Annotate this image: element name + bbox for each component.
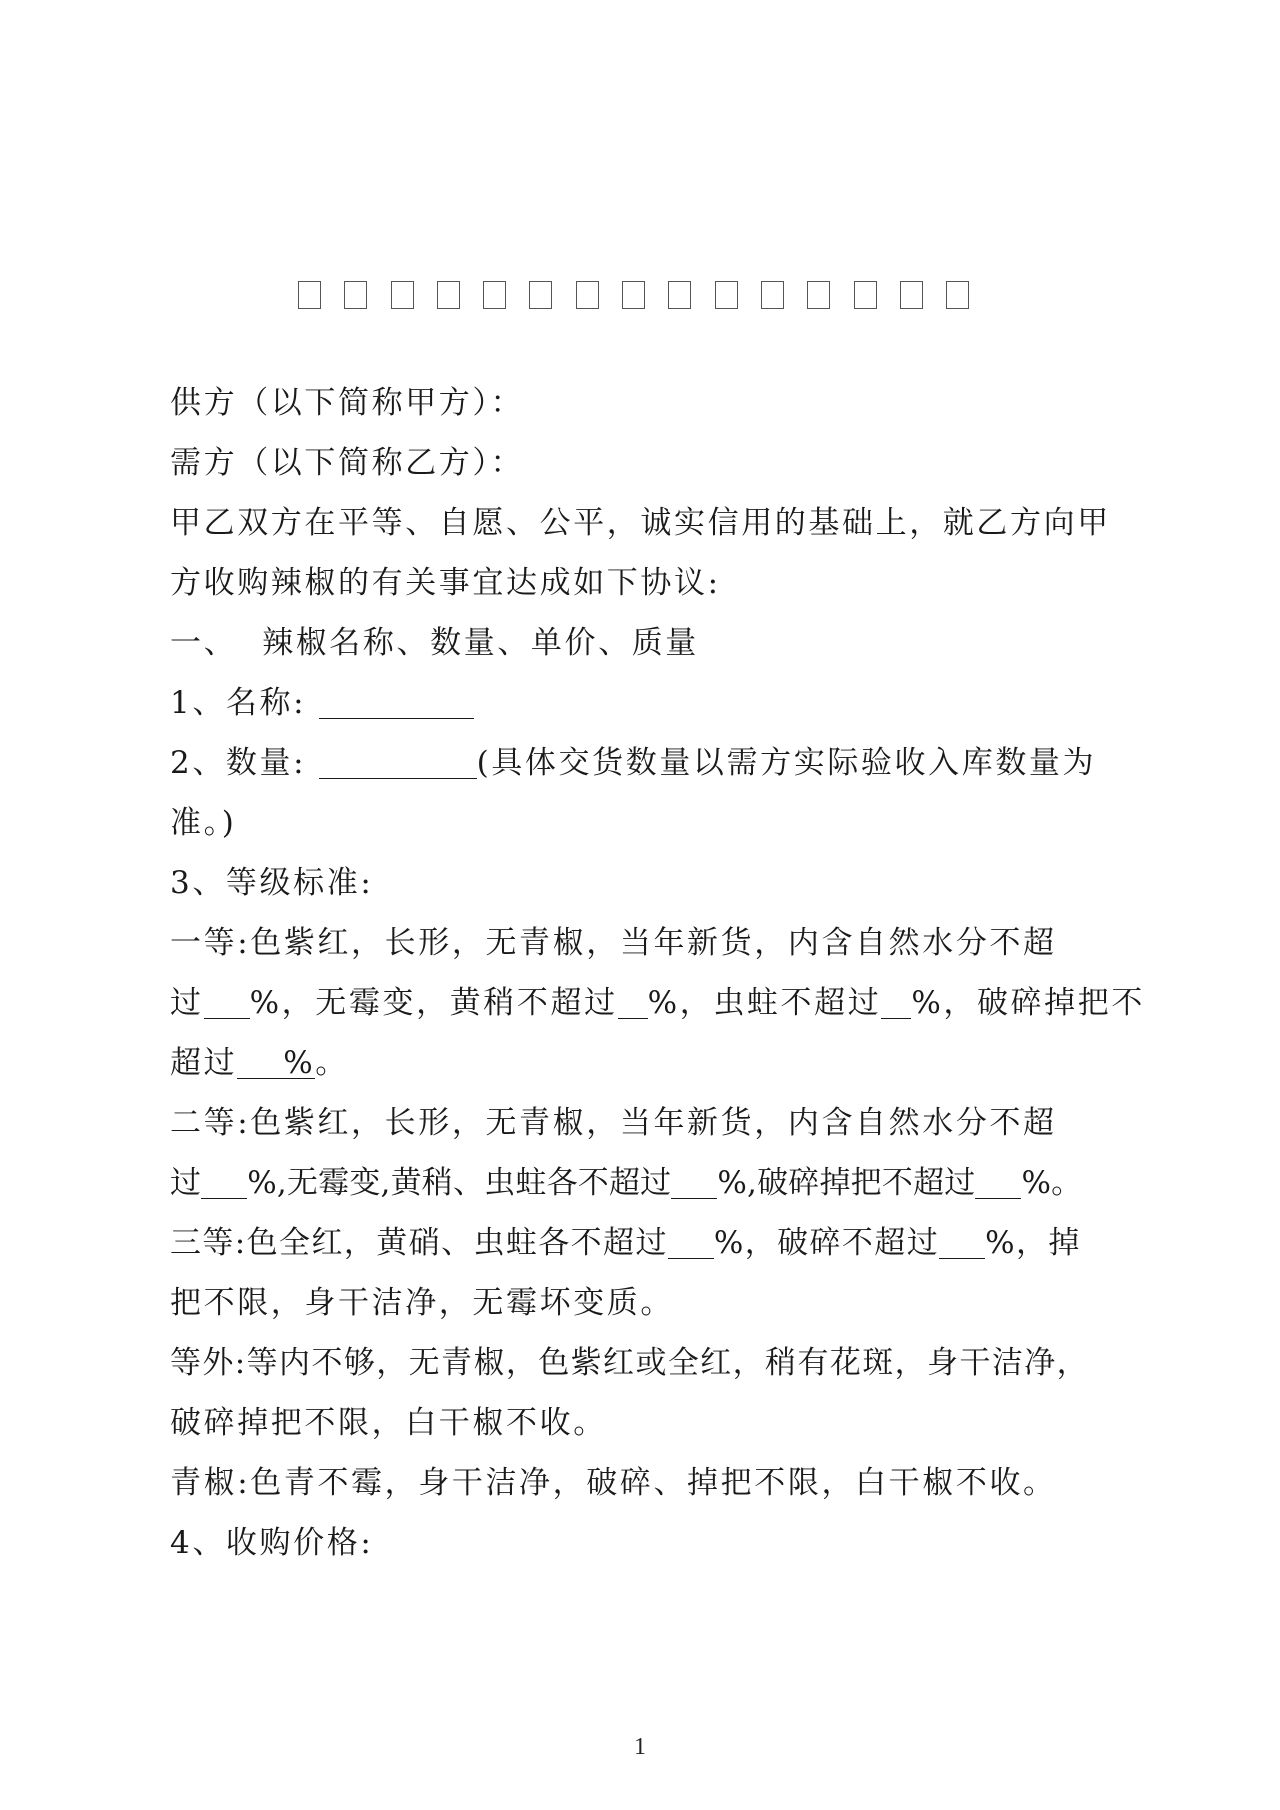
grade-3-line-1	[170, 1213, 1120, 1273]
missing-glyph-box	[715, 281, 738, 309]
quantity-note-continued: 准。)	[170, 805, 237, 841]
quantity-note: (具体交货数量以需方实际验收入库数量为	[476, 745, 1097, 781]
grade-standard-heading: 3、等级标准:	[170, 865, 374, 901]
quantity-blank-field[interactable]	[319, 748, 477, 779]
moisture-blank-field[interactable]	[204, 988, 250, 1019]
missing-glyph-box	[298, 281, 321, 309]
text-fragment: 。	[315, 1045, 349, 1081]
item-quantity-line	[170, 733, 1120, 793]
grade-1-line-2	[170, 973, 1145, 1033]
purchase-price-heading: 4、收购价格:	[170, 1525, 374, 1561]
grade-3-line-2: 把不限，身干洁净，无霉坏变质。	[170, 1285, 674, 1321]
name-blank-field[interactable]	[319, 688, 474, 719]
missing-glyph-box	[761, 281, 784, 309]
document-title	[298, 281, 969, 311]
intro-paragraph-line-1: 甲乙双方在平等、自愿、公平，诚实信用的基础上，就乙方向甲	[170, 505, 1111, 541]
moisture-blank-field[interactable]	[201, 1168, 247, 1199]
text-fragment: %。	[1021, 1165, 1083, 1201]
missing-glyph-box	[483, 281, 506, 309]
text-fragment: 过	[170, 1165, 202, 1201]
item-name-label: 1、名称:	[170, 685, 307, 721]
missing-glyph-box	[529, 281, 552, 309]
grade-1-line-1: 一等:色紫红，长形，无青椒，当年新货，内含自然水分不超	[170, 925, 1057, 961]
text-fragment: 超过	[170, 1045, 238, 1081]
buyer-line: 需方（以下简称乙方）：	[170, 445, 525, 481]
missing-glyph-box	[900, 281, 923, 309]
missing-glyph-box	[344, 281, 367, 309]
insect-blank-field[interactable]	[881, 988, 911, 1019]
text-fragment: 三等:色全红，黄硝、虫蛀各不超过	[170, 1225, 668, 1261]
out-of-grade-line-2: 破碎掉把不限，白干椒不收。	[170, 1405, 607, 1441]
intro-paragraph-line-2: 方收购辣椒的有关事宜达成如下协议:	[170, 565, 721, 601]
text-fragment: 过	[170, 985, 204, 1021]
text-fragment: %，破碎掉把不	[911, 985, 1145, 1021]
broken-blank-field[interactable]	[237, 1048, 283, 1079]
missing-glyph-box	[807, 281, 830, 309]
broken-blank-field[interactable]	[939, 1228, 985, 1259]
grade-2-line-1: 二等:色紫红，长形，无青椒，当年新货，内含自然水分不超	[170, 1105, 1057, 1141]
text-fragment: %,破碎掉把不超过	[717, 1165, 976, 1201]
missing-glyph-box	[437, 281, 460, 309]
green-pepper-line: 青椒:色青不霉，身干洁净，破碎、掉把不限，白干椒不收。	[170, 1465, 1057, 1501]
missing-glyph-box	[391, 281, 414, 309]
yellow-tip-blank-field[interactable]	[618, 988, 648, 1019]
text-fragment: %,无霉变,黄稍、虫蛀各不超过	[247, 1165, 672, 1201]
text-fragment: %，虫蛀不超过	[647, 985, 882, 1021]
item-name-line	[170, 673, 1120, 733]
missing-glyph-box	[576, 281, 599, 309]
out-of-grade-line-1: 等外:等内不够，无青椒，色紫红或全红，稍有花斑，身干洁净，	[170, 1345, 1090, 1381]
supplier-line: 供方（以下简称甲方）：	[170, 385, 525, 421]
text-fragment: %，无霉变，黄稍不超过	[249, 985, 618, 1021]
yellow-insect-blank-field[interactable]	[668, 1228, 714, 1259]
yellow-insect-blank-field[interactable]	[671, 1168, 717, 1199]
section-heading-1: 一、 辣椒名称、数量、单价、质量	[170, 625, 699, 661]
page-number: 1	[634, 1734, 646, 1760]
document-body	[170, 373, 1145, 1573]
missing-glyph-box	[668, 281, 691, 309]
missing-glyph-box	[622, 281, 645, 309]
item-quantity-label: 2、数量:	[170, 745, 307, 781]
missing-glyph-box	[946, 281, 969, 309]
text-fragment: %，掉	[985, 1225, 1081, 1261]
underlined-percent: %	[283, 1045, 316, 1081]
grade-1-line-3	[170, 1033, 1120, 1093]
broken-blank-field[interactable]	[975, 1168, 1021, 1199]
text-fragment: %，破碎不超过	[713, 1225, 940, 1261]
missing-glyph-box	[854, 281, 877, 309]
grade-2-line-2	[170, 1153, 1120, 1213]
